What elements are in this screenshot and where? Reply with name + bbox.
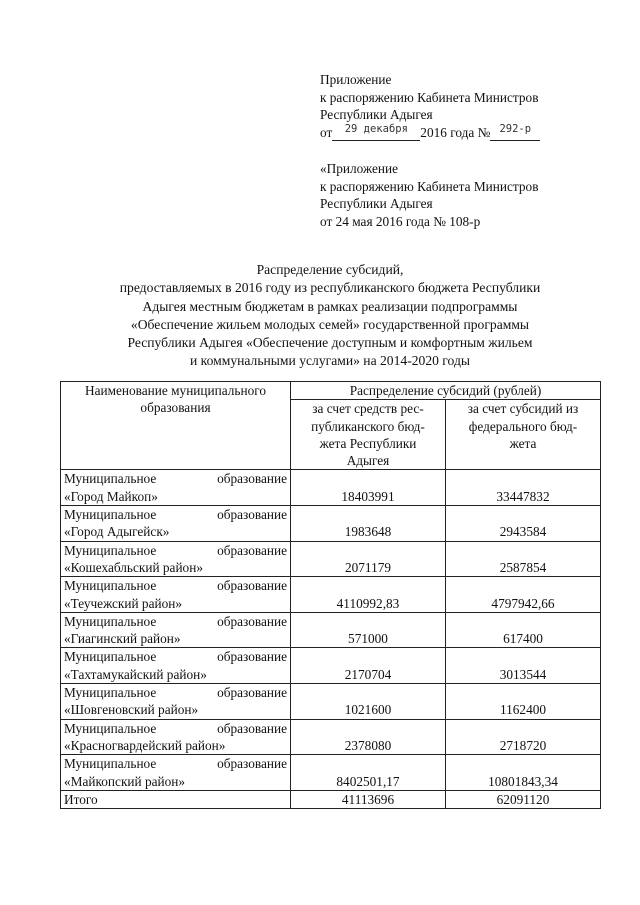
header-distribution: Распределение субсидий (рублей) [291,382,601,400]
municipality-cell [61,470,291,506]
municipality-type [64,542,287,559]
header-republican-l2: публиканского бюд- [311,418,425,434]
municipality-cell [61,541,291,577]
municipality-word-2: образование [217,756,287,772]
municipality-word-1: Муниципальное [64,613,157,629]
federal-amount: 2943584 [446,506,601,542]
municipality-word-2: образование [217,649,287,665]
municipality-word-2: образование [217,507,287,523]
municipality-name: «Гиагинский район» [64,631,181,647]
header-municipality-l1: Наименование муниципального [84,383,267,398]
table-row [61,755,601,791]
header-federal [446,400,601,470]
municipality-type [64,755,287,772]
header-republican-l1: за счет средств рес- [312,401,424,417]
header-republican-l3: жета Республики [319,435,417,451]
total-federal: 62091120 [446,790,601,808]
table-body [61,470,601,790]
federal-amount: 3013544 [446,648,601,684]
municipality-cell [61,577,291,613]
date-prefix: от [320,124,333,140]
republican-amount: 18403991 [291,470,446,506]
federal-amount: 617400 [446,612,601,648]
table-row [61,506,601,542]
republican-amount: 2378080 [291,719,446,755]
title-line-3: Адыгея местным бюджетам в рамках реализации подпрограммы [142,298,518,314]
title-line-6: и коммунальными услугами» на 2014-2020 годы [189,353,470,369]
header-federal-l2: федерального бюд- [468,418,578,434]
municipality-word-2: образование [217,542,287,558]
header-republican [291,400,446,470]
republican-amount: 2170704 [291,648,446,684]
municipality-word-1: Муниципальное [64,471,157,487]
municipality-name: «Город Майкоп» [64,488,158,504]
header-federal-l3: жета [509,435,537,451]
municipality-word-2: образование [217,720,287,736]
municipality-name: «Шовгеновский район» [64,702,199,718]
municipality-cell [61,648,291,684]
municipality-type [64,684,287,701]
header-republican-l4: Адыгея [346,453,390,469]
municipality-type [64,470,287,487]
municipality-word-1: Муниципальное [64,756,157,772]
total-label: Итого [61,790,291,808]
handwritten-date: 29 декабря [344,123,408,135]
federal-amount: 33447832 [446,470,601,506]
municipality-cell [61,755,291,791]
republican-amount: 571000 [291,612,446,648]
municipality-word-1: Муниципальное [64,649,157,665]
subsidy-table [60,381,601,809]
federal-amount: 10801843,34 [446,755,601,791]
municipality-word-1: Муниципальное [64,685,157,701]
table-total-row [61,790,601,808]
date-field [332,125,420,141]
number-field [490,125,540,141]
municipality-word-1: Муниципальное [64,542,157,558]
table-row [61,648,601,684]
municipality-type [64,720,287,737]
municipality-word-1: Муниципальное [64,507,157,523]
prev-appendix-date: от 24 мая 2016 года № 108-р [320,213,481,229]
municipality-name: «Теучежский район» [64,595,183,611]
table-row [61,684,601,720]
municipality-name: «Красногвардейский район» [64,737,226,753]
table-row [61,541,601,577]
header-municipality [61,382,291,470]
prev-appendix-label: «Приложение [320,161,399,176]
municipality-word-2: образование [217,471,287,487]
municipality-cell [61,612,291,648]
municipality-type [64,577,287,594]
republican-amount: 1983648 [291,506,446,542]
municipality-name: «Тахтамукайский район» [64,666,207,682]
date-suffix: 2016 года № [420,124,491,140]
municipality-cell [61,719,291,755]
federal-amount: 2718720 [446,719,601,755]
table-row [61,577,601,613]
prev-appendix-order-ref: к распоряжению Кабинета Министров [320,178,539,194]
municipality-word-1: Муниципальное [64,720,157,736]
title-line-1: Распределение субсидий, [256,262,404,277]
federal-amount: 2587854 [446,541,601,577]
municipality-type [64,506,287,523]
total-republican: 41113696 [291,790,446,808]
header-municipality-l2: образования [140,400,211,416]
current-appendix-header [320,71,540,141]
republican-amount: 8402501,17 [291,755,446,791]
appendix-label: Приложение [320,72,392,87]
table-header-row-1 [61,382,601,400]
title-line-4: «Обеспечение жильем молодых семей» государственной программы [130,316,530,332]
table-row [61,719,601,755]
republican-amount: 4110992,83 [291,577,446,613]
municipality-type [64,613,287,630]
municipality-cell [61,684,291,720]
title-line-5: Республики Адыгея «Обеспечение доступным и комфортным жильем [127,335,533,351]
document-title [60,261,600,371]
table-row [61,470,601,506]
title-line-2: предоставляемых в 2016 году из республиканского бюджета Республики [119,280,541,296]
municipality-word-2: образование [217,685,287,701]
republican-amount: 1021600 [291,684,446,720]
appendix-date-line [320,124,540,142]
municipality-name: «Кошехабльский район» [64,559,203,575]
municipality-word-1: Муниципальное [64,578,157,594]
municipality-cell [61,506,291,542]
handwritten-number: 292-р [499,123,532,135]
prev-appendix-republic: Республики Адыгея [320,196,433,211]
federal-amount: 4797942,66 [446,577,601,613]
appendix-order-ref: к распоряжению Кабинета Министров [320,89,539,105]
federal-amount: 1162400 [446,684,601,720]
municipality-name: «Город Адыгейск» [64,524,170,540]
municipality-word-2: образование [217,578,287,594]
table-row [61,612,601,648]
previous-appendix-header [320,160,538,230]
municipality-word-2: образование [217,613,287,629]
municipality-name: «Майкопский район» [64,773,186,789]
municipality-type [64,648,287,665]
appendix-republic: Республики Адыгея [320,107,433,122]
republican-amount: 2071179 [291,541,446,577]
header-federal-l1: за счет субсидий из [467,401,579,417]
